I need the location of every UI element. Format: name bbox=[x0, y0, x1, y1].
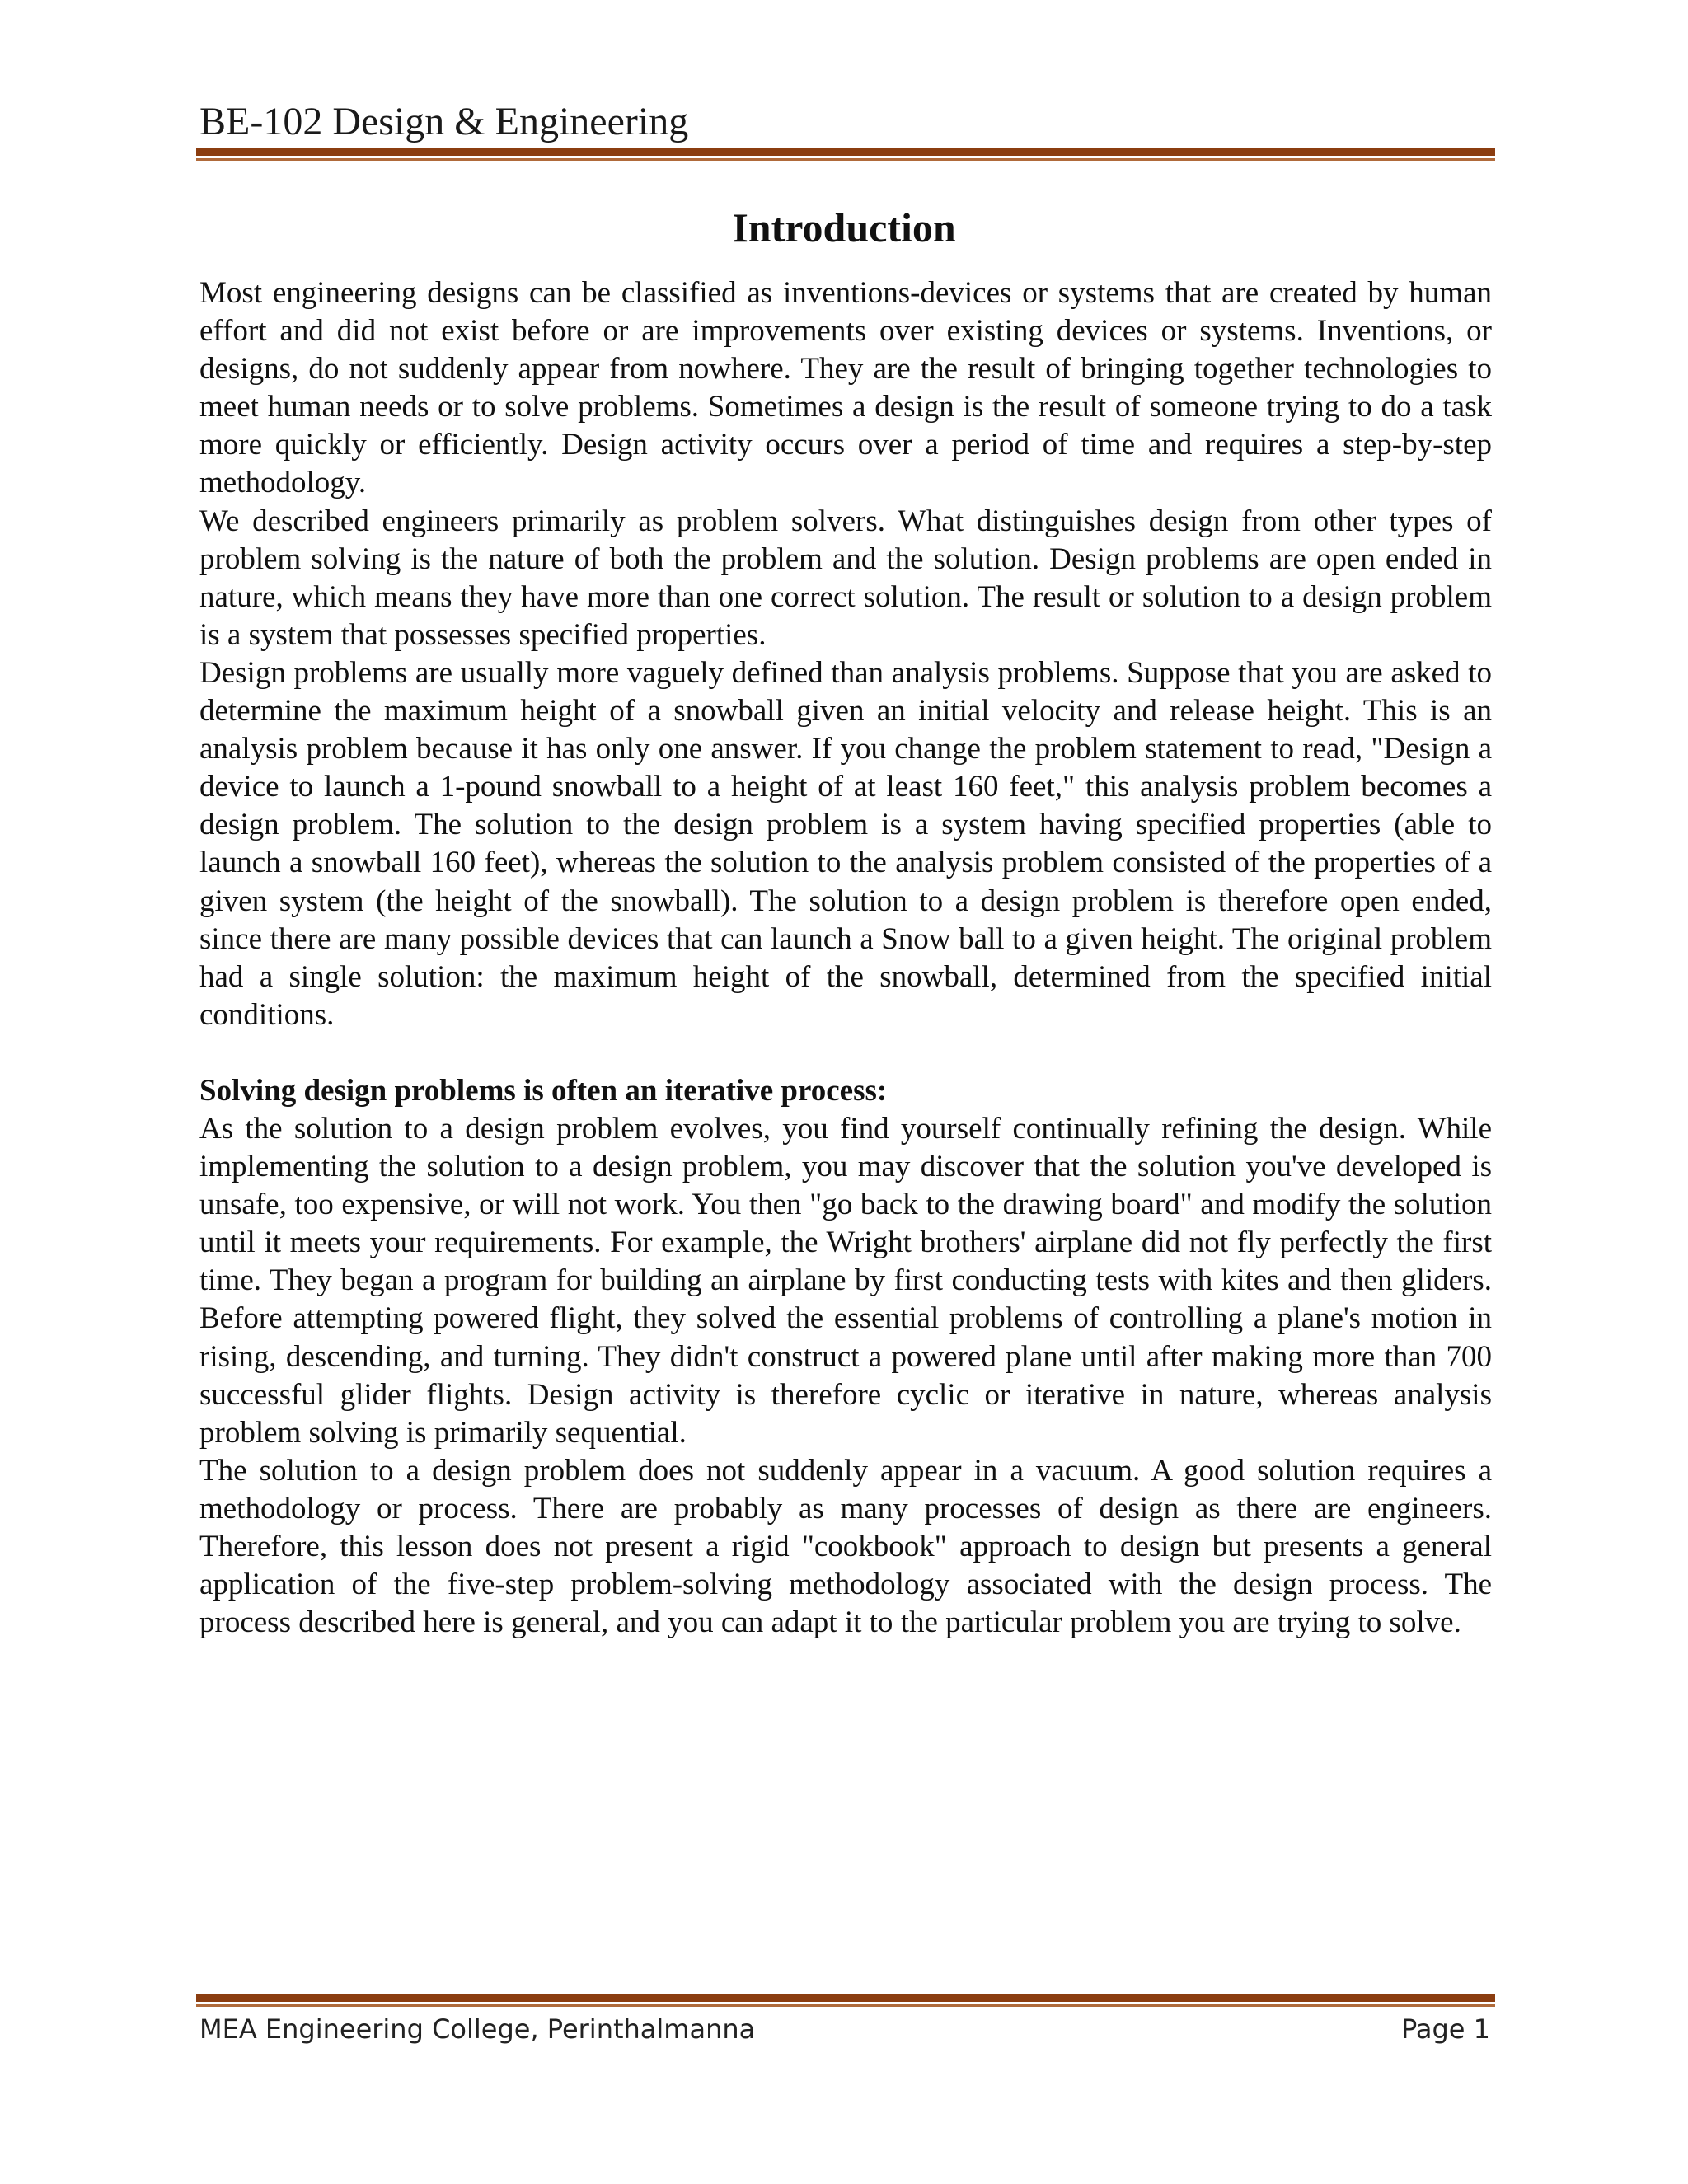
paragraph-spacer bbox=[199, 1034, 1492, 1072]
header-rule-thin bbox=[196, 158, 1495, 161]
header-rule bbox=[196, 148, 1495, 161]
paragraph-2: We described engineers primarily as problem solvers. What distinguishes design from other types of problem solving is the nature of both the problem and the solution. Design problems are open ended in nature, which means they have more than one correct solution. The result or solution to a design problem is a system that possesses specified properties. bbox=[199, 504, 1492, 652]
paragraph-1: Most engineering designs can be classified as inventions-devices or systems that are created by human effort and did not exist before or are improvements over existing devices or systems. Inventions, or designs, do not suddenly appear from nowhere. They are the result of bringing together technologies to meet human needs or to solve problems. Sometimes a design is the result of someone trying to do a task more quickly or efficiently. Design activity occurs over a period of time and requires a step-by-step methodology. bbox=[199, 276, 1492, 500]
footer-institution: MEA Engineering College, Perinthalmanna bbox=[199, 2013, 756, 2045]
footer-rule-thick bbox=[196, 1994, 1495, 2002]
header-title: BE-102 Design & Engineering bbox=[199, 100, 689, 143]
section-heading: Solving design problems is often an iterative process: bbox=[199, 1073, 888, 1108]
footer-rule-thin bbox=[196, 2004, 1495, 2007]
paragraph-3: Design problems are usually more vaguely defined than analysis problems. Suppose that you are asked to determine the maximum height of a snowball given an initial velocity and release height. This is an analysis problem because it has only one answer. If you change the problem statement to read, "Design a device to launch a 1-pound snowball to a height of at least 160 feet," this analysis problem becomes a design problem. The solution to the design problem is a system having specified properties (able to launch a snowball 160 feet), whereas the solution to the analysis problem consisted of the properties of a given system (the height of the snowball). The solution to a design problem is therefore open ended, since there are many possible devices that can launch a Snow ball to a given height. The original problem had a single solution: the maximum height of the snowball, determined from the specified initial conditions. bbox=[199, 655, 1492, 1032]
section-paragraph-1: As the solution to a design problem evolves, you find yourself continually refining the design. While implementing the solution to a design problem, you may discover that the solution you've developed is unsafe, too expensive, or will not work. You then "go back to the drawing board" and modify the solution until it meets your requirements. For example, the Wright brothers' airplane did not fly perfectly the first time. They began a program for building an airplane by first conducting tests with kites and then gliders. Before attempting powered flight, they solved the essential problems of controlling a plane's motion in rising, descending, and turning. They didn't construct a powered plane until after making more than 700 successful glider flights. Design activity is therefore cyclic or iterative in nature, whereas analysis problem solving is primarily sequential. bbox=[199, 1111, 1492, 1450]
document-body bbox=[199, 274, 1492, 1642]
header-rule-thick bbox=[196, 148, 1495, 156]
footer-rule bbox=[196, 1994, 1495, 2007]
section-paragraph-2: The solution to a design problem does not suddenly appear in a vacuum. A good solution requires a methodology or process. There are probably as many processes of design as there are engineers. Therefore, this lesson does not present a rigid "cookbook" approach to design but presents a general application of the five-step problem-solving methodology associated with the design process. The process described here is general, and you can adapt it to the particular problem you are trying to solve. bbox=[199, 1453, 1492, 1640]
footer-page-number: Page 1 bbox=[1401, 2013, 1490, 2045]
page-title: Introduction bbox=[732, 204, 956, 251]
